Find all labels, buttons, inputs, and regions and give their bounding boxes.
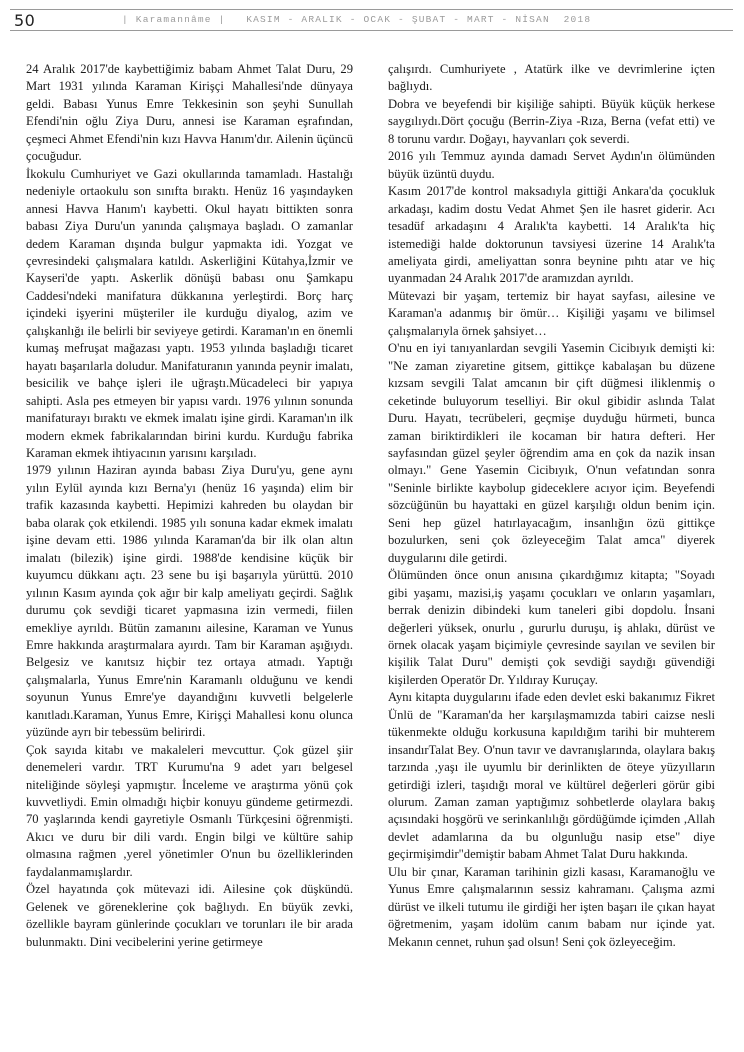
paragraph: 1979 yılının Haziran ayında babası Ziya Duru'yu, gene aynı yılın Eylül ayında kızı Berna'yı (henüz 16 yaşında) elim bir trafik kazasında kaybetti. Hepimizi kahreden bu olaydan bir baba olarak çok etkilendi. 1985 yılı sonuna kadar ekmek imalatı işine devam etti. 1986 yılında Karaman'da bir ilk olan altın imalatı (bilezik) işine girdi. 1988'de kendisine küçük bir kuyumcu dükkanı açtı. 23 sene bu işi başarıyla yürüttü. 2010 yılının Kasım ayında çok ağır bir kalp ameliyatı geçirdi. Sağlık durumu çok sevdiği ticaret yapmasına izin vermedi, fiilen emekliye ayrıldı. Bütün zamanını ailesine, Karaman ve Yunus Emre hakkında araştırmalara ayırdı. Tam bir Karaman aşığıydı. Belgesiz ve kanıtsız hiçbir tez ortaya atmadı. Yaptığı çalışmalarla, Yunus Emre'nin Karamanlı olduğunu ve kendi soyunun Yunus Emre'ye dayandığını kuvvetli belgelerle kanıtladı.Karaman, Yunus Emre, Kirişçi Mahallesi konu olunca yüzünde ayrı bir tebessüm belirirdi. <box>26 463 353 740</box>
running-head: | Karamannâme | KASIM - ARALIK - OCAK - ŞUBAT - MART - NİSAN 2018 <box>122 14 592 25</box>
paragraph: O'nu en iyi tanıyanlardan sevgili Yasemin Cicibıyık demişti ki: "Ne zaman ziyaretine gitsem, gittikçe kabalaşan bu düzene kızsam sevgili Talat amcanın bir çift düğmesi iliklenmiş o ceketinde buluyorum teselliyi. Bir okul gibidir aslında Talat Duru. Hayatı, tecrübeleri, geçmişe duyduğu hürmeti, bunca zaman biriktirdikleri ile kocaman bir hatıra defteri. Her sayfasından güzel şeyler öğrendim ama en çok da nazik insan olmayı." Gene Yasemin Cicibıyık, O'nun vefatından sonra "Seninle birlikte kaybolup gideceklere acıyor içim. Beyefendi sözcüğünün bu hayattaki en güzel karşılığı oldun benim için. Seni hep güzel hatırlayacağım, insanlığın özü gittikçe bozulurken, seni çok özleyeceğim Talat amca" diyerek duygularını dile getirdi. <box>388 341 715 565</box>
article-right-column <box>388 61 715 951</box>
page-header <box>10 9 733 31</box>
paragraph: Aynı kitapta duygularını ifade eden devlet eski bakanımız Fikret Ünlü de "Karaman'da her karşılaşmamızda tabiri caizse nesli tükenmekte olduğu korkusuna kapıldığım tarihi bir muhterem insandırTalat Bey. O'nun tavır ve davranışlarında, olaylara bakış tarzında ,yaşı ile uyumlu bir derinlikten de öteye yüzyılların getirdiği izleri, taşıdığı moral ve kültürel değerleri görür gibi olurum. Zaman zaman yaptığımız sohbetlerde olaylara bakış açısındaki hoşgörü ve serinkanlılığı gördüğümde içimden ,Allah devlet adamlarına da bu olgunluğu nasip etse" diye geçirmişimdir"demiştir babam Ahmet Talat Duru hakkında. <box>388 690 715 862</box>
paragraph: Ulu bir çınar, Karaman tarihinin gizli kasası, Karamanoğlu ve Yunus Emre çalışmalarının sessiz kahramanı. Çalışma azmi dürüst ve ilkeli tutumu ile girdiği her işten başarı ile çıkan hayat öğretmenim, yaşam idolüm canım babam nur içinde yat. Mekanın cennet, ruhun şad olsun! Seni çok özleyeceğim. <box>388 864 715 949</box>
paragraph: 2016 yılı Temmuz ayında damadı Servet Aydın'ın ölümünden büyük üzüntü duydu. <box>388 149 715 181</box>
paragraph: çalışırdı. Cumhuriyete , Atatürk ilke ve devrimlerine içten bağlıydı. <box>388 62 715 94</box>
paragraph: 24 Aralık 2017'de kaybettiğimiz babam Ahmet Talat Duru, 29 Mart 1931 yılında Karaman Kirişçi Mahallesi'nde dünyaya geldi. Babası Yunus Emre Tekkesinin son şeyhi Sunullah Efendi'nin oğlu Ziya Duru, annesi ise Karaman eşrafından, çeşmeci Ahmet Efendi'nin kızı Havva Hanım'dır. Ailenin üçüncü çocuğudur. <box>26 62 353 164</box>
paragraph: Kasım 2017'de kontrol maksadıyla gittiği Ankara'da çocukluk arkadaşı, kadim dostu Vedat Ahmet Şen ile hasret giderir. Acı tesadüf arkadaşını 4 Aralık'ta kaybetti. 14 Aralık'ta hiç istemediği halde doktorunun tavsiyesi üzerine 14 Aralık'ta ameliyata girdi, ameliyattan sonra beynine pıhtı atar ve hiç uyanmadan 24 Aralık 2017'de aramızdan ayrıldı. <box>388 184 715 286</box>
paragraph: Ölümünden önce onun anısına çıkardığımız kitapta; "Soyadı gibi yaşamı, mazisi,iş yaşamı çocukları ve onların yaşamları, berrak denizin dibindeki kum taneleri gibi dopdolu. İnsani değerleri yüksek, onurlu , gururlu duruşu, iş ahlakı, dürüst ve örnek olacak yaşam biçimiyle çevresinde sayılan ve sevilen bir kişilik Talat Duru" demişti çok sevdiği saydığı güvendiği kişilerden Operatör Dr. Yıldıray Kuruçay. <box>388 568 715 687</box>
article-left-column <box>26 61 353 951</box>
paragraph: Çok sayıda kitabı ve makaleleri mevcuttur. Çok güzel şiir denemeleri vardır. TRT Kurumu'na 9 adet yarı belgesel niteliğinde söyleşi yapmıştır. İnceleme ve araştırma yönü çok kuvvetliydi. Emin olmadığı hiçbir konuyu gündeme getirmezdi. 70 yaşlarında kendi gayretiyle Osmanlı Türkçesini öğrenmişti. Akıcı ve duru bir dili vardı. Engin bilgi ve kültüre sahip olmasına rağmen ,yerel yönetimler O'nun bu özelliklerinden faydalanmamışlardır. <box>26 742 353 879</box>
paragraph: İkokulu Cumhuriyet ve Gazi okullarında tamamladı. Hastalığı nedeniyle ortaokulu son sınıfta bıraktı. Henüz 16 yaşındayken annesi Havva Hanım'ı kaybetti. Okul hayatı bittikten sonra babası Ziya Duru'un yanında çalışmaya başladı. O zamanlar dedem Karaman dışında bulgur yapmakta idi. Yozgat ve çevresindeki çalışmalara katıldı. Askerliğini Kütahya,İzmir ve Kayseri'de yaptı. Askerlik dönüşü babası onu Şamkapu Caddesi'ndeki manifatura dükkanına yerleştirdi. Borç harç içindeki işyerini müşteriler ile kurduğu diyalog, azim ve çalışkanlığı ile belirli bir seviyeye getirdi. Karaman'ın en önemli kumaş mefruşat mağazası yaptı. 1953 yılında başladığı ticaret hayatı başarılarla doludur. Manifaturanın yanında peynir imalatı, besicilik ve bahçe işleri ile uğraştı.Mücadeleci bir yapıya sahipti. Asla pes etmeyen bir yapısı vardı. 1976 yılının sonunda manifaturayı bıraktı ve ekmek imalatı işine girdi. Karaman'ın ilk modern ekmek fabrikalarından birini kurdu. Kurduğu fabrika Karaman ekmek ihtiyacının yarısını karşıladı. <box>26 166 353 460</box>
paragraph: Özel hayatında çok mütevazi idi. Ailesine çok düşkündü. Gelenek ve göreneklerine çok bağlıydı. En büyük zevki, özellikle bayram günlerinde çocukları ve torunları ile bir arada bulunmaktı. Dini vecibelerini yerine getirmeye <box>26 882 353 949</box>
paragraph: Dobra ve beyefendi bir kişiliğe sahipti. Büyük küçük herkese saygılıydı.Dört çocuğu (Berrin-Ziya -Rıza, Berna (vefat etti) ve 8 torunu vardır. Doğayı, hayvanları çok severdi. <box>388 96 715 146</box>
page-number: 50 <box>14 11 36 30</box>
paragraph: Mütevazi bir yaşam, tertemiz bir hayat sayfası, ailesine ve Karaman'a adanmış bir ömür… Kişiliği yaşamı ve bilimsel çalışmalarıyla örnek şahsiyet… <box>388 288 715 338</box>
